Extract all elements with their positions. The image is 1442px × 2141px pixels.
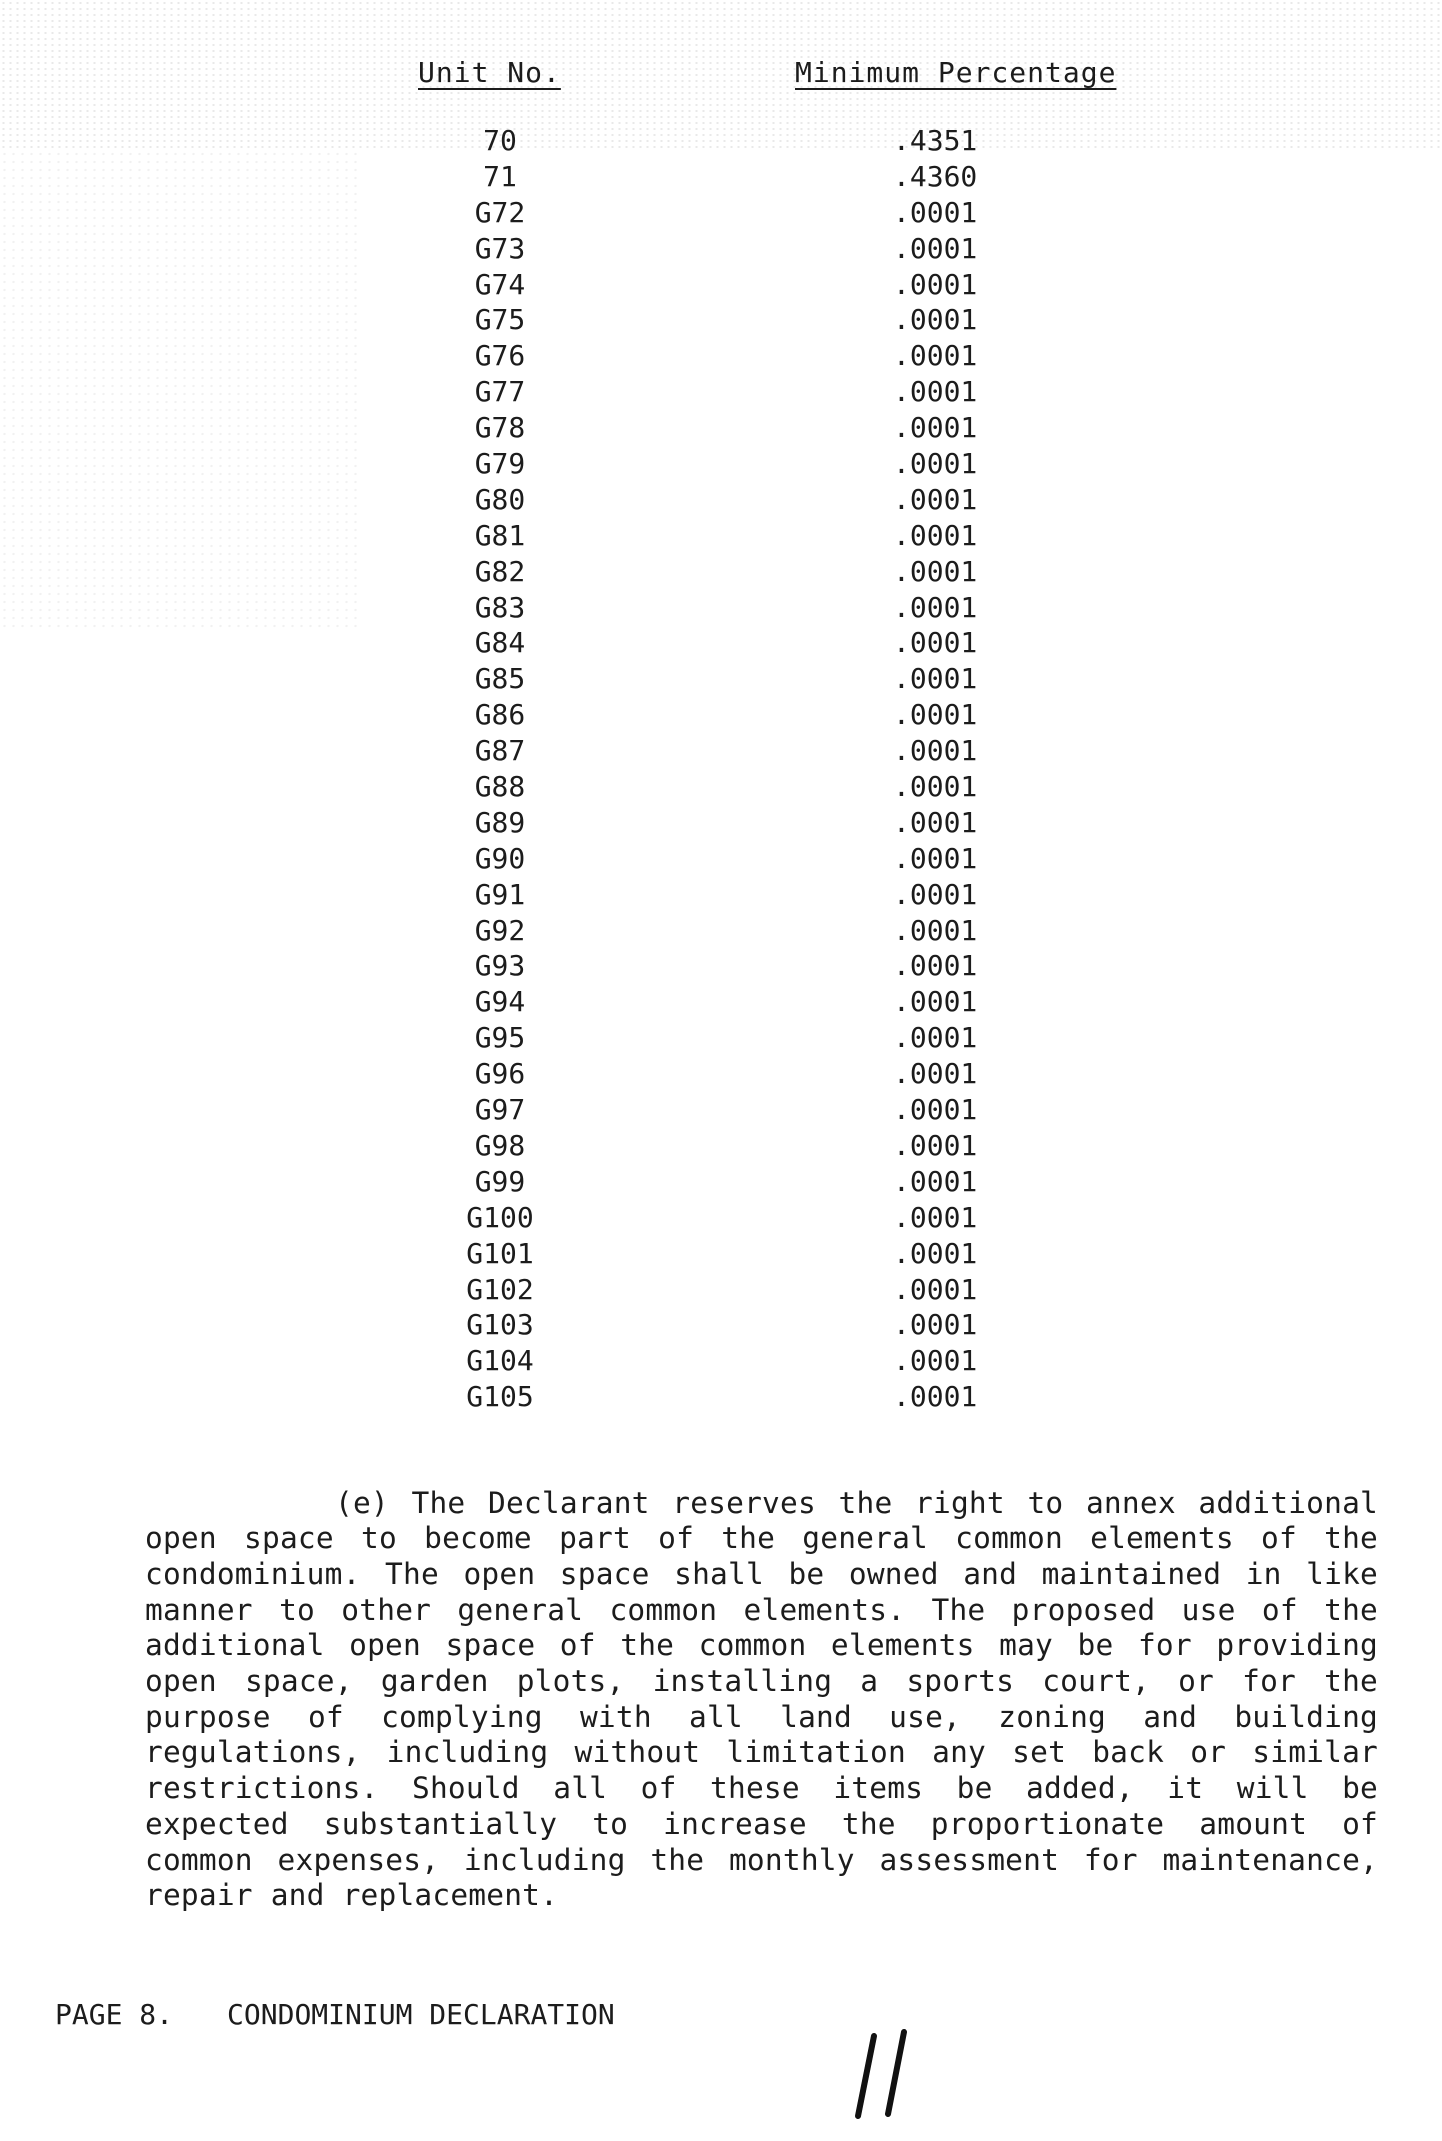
minimum-percentage-cell: .0001 [893, 985, 978, 1019]
unit-number-cell: G79 [474, 447, 526, 481]
minimum-percentage-cell: .0001 [893, 447, 978, 481]
table-row [0, 519, 1442, 555]
footer-page-label: PAGE 8. [55, 1998, 174, 2031]
minimum-percentage-cell: .0001 [893, 1236, 978, 1270]
unit-number-cell: G83 [474, 590, 526, 624]
table-row [0, 626, 1442, 662]
unit-number-cell: G73 [474, 231, 526, 265]
unit-no-header: Unit No. [418, 56, 561, 89]
minimum-percentage-cell: .0001 [893, 949, 978, 983]
unit-number-cell: G80 [474, 482, 526, 516]
unit-number-cell: G77 [474, 375, 526, 409]
minimum-percentage-cell: .0001 [893, 1093, 978, 1127]
unit-number-cell: G98 [474, 1128, 526, 1162]
minimum-percentage-cell: .0001 [893, 411, 978, 445]
minimum-percentage-cell: .0001 [893, 1164, 978, 1198]
unit-number-cell: G96 [474, 1057, 526, 1091]
minimum-percentage-cell: .0001 [893, 518, 978, 552]
table-row [0, 303, 1442, 339]
unit-number-cell: G72 [474, 195, 526, 229]
minimum-percentage-cell: .0001 [893, 1128, 978, 1162]
unit-number-cell: G95 [474, 1021, 526, 1055]
unit-number-cell: G102 [466, 1272, 534, 1306]
minimum-percentage-cell: .0001 [893, 590, 978, 624]
minimum-percentage-cell: .4351 [893, 124, 978, 157]
handwritten-page-number [848, 2028, 918, 2124]
minimum-percentage-cell: .0001 [893, 554, 978, 588]
unit-number-cell: 70 [483, 124, 517, 157]
table-row [0, 985, 1442, 1021]
minimum-percentage-cell: .0001 [893, 877, 978, 911]
minimum-percentage-cell: .0001 [893, 805, 978, 839]
table-row [0, 734, 1442, 770]
unit-number-cell: G94 [474, 985, 526, 1019]
minimum-percentage-header: Minimum Percentage [795, 56, 1117, 89]
unit-number-cell: G92 [474, 913, 526, 947]
minimum-percentage-cell: .0001 [893, 734, 978, 768]
table-row [0, 1201, 1442, 1237]
unit-number-cell: G87 [474, 734, 526, 768]
table-row [0, 483, 1442, 519]
table-row [0, 1380, 1442, 1416]
minimum-percentage-cell: .0001 [893, 913, 978, 947]
unit-number-cell: 71 [483, 159, 517, 193]
minimum-percentage-cell: .0001 [893, 375, 978, 409]
unit-number-cell: G90 [474, 841, 526, 875]
unit-number-cell: G103 [466, 1308, 534, 1342]
table-row [0, 806, 1442, 842]
table-row [0, 842, 1442, 878]
percentage-table [0, 124, 1442, 1416]
unit-number-cell: G86 [474, 698, 526, 732]
table-row [0, 1308, 1442, 1344]
table-row [0, 1165, 1442, 1201]
table-row [0, 1344, 1442, 1380]
minimum-percentage-cell: .0001 [893, 267, 978, 301]
minimum-percentage-cell: .0001 [893, 339, 978, 373]
unit-number-cell: G85 [474, 662, 526, 696]
table-row [0, 698, 1442, 734]
table-row [0, 196, 1442, 232]
table-row [0, 447, 1442, 483]
unit-number-cell: G78 [474, 411, 526, 445]
minimum-percentage-cell: .0001 [893, 1344, 978, 1378]
unit-number-cell: G88 [474, 770, 526, 804]
table-row [0, 914, 1442, 950]
minimum-percentage-cell: .0001 [893, 626, 978, 660]
minimum-percentage-cell: .0001 [893, 231, 978, 265]
unit-number-cell: G93 [474, 949, 526, 983]
minimum-percentage-cell: .0001 [893, 195, 978, 229]
minimum-percentage-cell: .0001 [893, 482, 978, 516]
table-header [0, 56, 1442, 96]
table-row [0, 1273, 1442, 1309]
minimum-percentage-cell: .0001 [893, 841, 978, 875]
minimum-percentage-cell: .0001 [893, 1380, 978, 1414]
unit-number-cell: G74 [474, 267, 526, 301]
unit-number-cell: G76 [474, 339, 526, 373]
unit-number-cell: G104 [466, 1344, 534, 1378]
table-row [0, 591, 1442, 627]
unit-number-cell: G84 [474, 626, 526, 660]
minimum-percentage-cell: .0001 [893, 662, 978, 696]
table-row [0, 1237, 1442, 1273]
minimum-percentage-cell: .0001 [893, 1057, 978, 1091]
table-row [0, 1093, 1442, 1129]
table-row [0, 160, 1442, 196]
minimum-percentage-cell: .4360 [893, 159, 978, 193]
unit-number-cell: G75 [474, 303, 526, 337]
table-row [0, 770, 1442, 806]
unit-number-cell: G101 [466, 1236, 534, 1270]
paragraph-text: (e) The Declarant reserves the right to annex additional open space to become part of the general common elements of the condominium. The open space shall be owned and maintained in like manner to other general common elements. The proposed use of the additional open space of the common elements may be for providing open space, garden plots, installing a sports court, or for the purpose of complying with all land use, zoning and building regulations, including without limitation any set back or similar restrictions. Should all of these items be added, it will be expected substantially to increase the proportionate amount of common expenses, including the monthly assessment for maintenance, repair and replacement. [145, 1485, 1378, 1913]
unit-number-cell: G100 [466, 1200, 534, 1234]
unit-number-cell: G105 [466, 1380, 534, 1414]
table-row [0, 1021, 1442, 1057]
unit-number-cell: G99 [474, 1164, 526, 1198]
minimum-percentage-cell: .0001 [893, 1200, 978, 1234]
minimum-percentage-cell: .0001 [893, 698, 978, 732]
table-row [0, 232, 1442, 268]
table-row [0, 555, 1442, 591]
minimum-percentage-cell: .0001 [893, 1308, 978, 1342]
table-row [0, 949, 1442, 985]
minimum-percentage-cell: .0001 [893, 303, 978, 337]
unit-number-cell: G89 [474, 805, 526, 839]
unit-number-cell: G91 [474, 877, 526, 911]
footer-document-title: CONDOMINIUM DECLARATION [227, 1998, 615, 2031]
table-row [0, 124, 1442, 160]
unit-number-cell: G97 [474, 1093, 526, 1127]
minimum-percentage-cell: .0001 [893, 770, 978, 804]
table-row [0, 411, 1442, 447]
unit-number-cell: G81 [474, 518, 526, 552]
unit-number-cell: G82 [474, 554, 526, 588]
annexation-paragraph [145, 1486, 1378, 1914]
table-row [0, 375, 1442, 411]
minimum-percentage-cell: .0001 [893, 1272, 978, 1306]
table-row [0, 662, 1442, 698]
page-footer [55, 1998, 615, 2031]
table-row [0, 268, 1442, 304]
table-row [0, 1129, 1442, 1165]
table-row [0, 339, 1442, 375]
table-row [0, 1057, 1442, 1093]
minimum-percentage-cell: .0001 [893, 1021, 978, 1055]
table-row [0, 878, 1442, 914]
